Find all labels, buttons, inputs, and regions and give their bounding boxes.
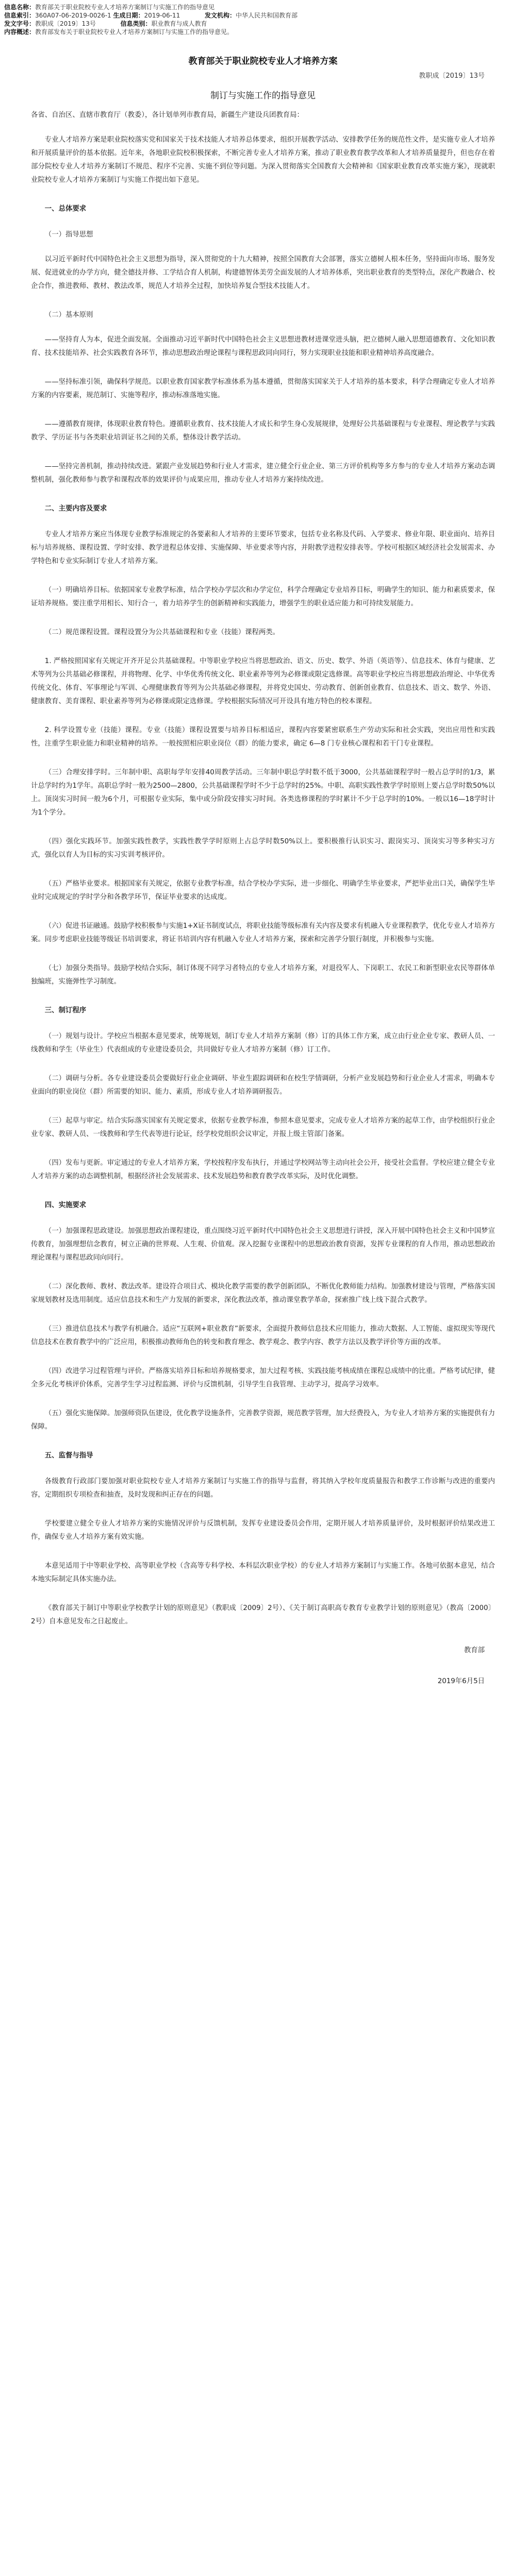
meta-index-value: 360A07-06-2019-0026-1	[35, 12, 111, 19]
section-heading-5: 五、监督与指导	[44, 1452, 93, 1460]
meta-org-value: 中华人民共和国教育部	[235, 12, 298, 19]
meta-summary-label: 内容概述：	[4, 28, 36, 36]
paragraph: 专业人才培养方案应当体现专业教学标准规定的各要素和人才培养的主要环节要求，包括专业名称及代码、入学要求、修业年限、职业面向、培养目标与培养规格、课程设置、学时安排、教学进程总体安排、实施保障、毕业要求等内容，并附教学进程安排表等。学校可根据区域经济社会发展需求、办学特色和专业实际制订专业人才培养方案。	[31, 531, 495, 565]
meta-docno-value: 教职成〔2019〕13号	[35, 20, 96, 27]
meta-row-index	[4, 11, 520, 20]
meta-date-label: 生成日期：	[113, 12, 144, 19]
meta-org-label: 发文机构：	[204, 12, 236, 19]
meta-row-docno	[4, 20, 520, 28]
section-heading-3: 三、制订程序	[44, 1007, 87, 1014]
paragraph: （三）起草与审定。结合实际落实国家有关规定要求，依据专业教学标准，参照本意见要求，完成专业人才培养方案的起草工作，由学校组织行业企业专家、教研人员、一线教师和学生代表等进行论证，经学校党组织会议审定，并报上级主管部门备案。	[31, 1117, 495, 1138]
paragraph: （四）强化实践环节。加强实践性教学，实践性教学学时原则上占总学时数50%以上。要积极推行认识实习、跟岗实习、顶岗实习等多种实习方式，强化以育人为目标的实习实训考核评价。	[31, 838, 495, 859]
closing-paragraph: 《教育部关于制订中等职业学校教学计划的原则意见》（教职成〔2009〕2号）、《关于制订高职高专教育专业教学计划的原则意见》（教高〔2000〕2号）自本意见发布之日起废止。	[31, 1604, 495, 1625]
section-heading-2: 二、主要内容及要求	[44, 505, 107, 513]
paragraph: （一）明确培养目标。依据国家专业教学标准，结合学校办学层次和办学定位，科学合理确定专业培养目标，明确学生的知识、能力和素质要求，保证培养规格。要注重学用相长、知行合一，着力培养学生的创新精神和实践能力，增强学生的职业适应能力和可持续发展能力。	[31, 586, 495, 607]
meta-index-label: 信息索引：	[4, 12, 36, 19]
issue-date: 2019年6月5日	[437, 1677, 485, 1685]
paragraph: （四）改进学习过程管理与评价。严格落实培养目标和培养规格要求，加大过程考核、实践技能考核成绩在课程总成绩中的比重。严格考试纪律，健全多元化考核评价体系，完善学生学习过程监测、评价与反馈机制，引导学生自我管理、主动学习，提高学习效率。	[31, 1367, 495, 1388]
meta-title-label: 信息名称：	[4, 4, 36, 11]
paragraph: （一）规划与设计。学校应当根据本意见要求，统筹规划，制订专业人才培养方案制（修）订的具体工作方案，成立由行业企业专家、教研人员、一线教师和学生（毕业生）代表组成的专业建设委员会，共同做好专业人才培养方案制（修）订工作。	[31, 1032, 495, 1054]
section-heading-1: 一、总体要求	[44, 205, 87, 213]
document-metadata	[4, 3, 520, 36]
meta-docno-label: 发文字号：	[4, 20, 36, 27]
section-heading-4: 四、实施要求	[44, 1201, 87, 1209]
document-title: 教育部关于职业院校专业人才培养方案	[188, 56, 338, 66]
document-body	[31, 52, 495, 2576]
paragraph: （三）合理安排学时。三年制中职、高职每学年安排40周教学活动。三年制中职总学时数不低于3000，公共基础课程学时一般占总学时的1/3，累计总学时约为1学年。高职总学时一般为2500—2800，公共基础课程学时不少于总学时的25%。中职、高职实践性教学学时原则上要占总学时数50%以上。顶岗实习时间一般为6个月，可根据专业实际，集中或分阶段安排实习时间。各类选修课程的学时累计不少于总学时的10%。一般以16—18学时计为1个学分。	[31, 769, 495, 817]
paragraph: （五）强化实施保障。加强师资队伍建设，优化教学设施条件，完善教学资源，规范教学管理，加大经费投入，为专业人才培养方案的实施提供有力保障。	[31, 1410, 495, 1431]
intro-section	[31, 133, 495, 187]
paragraph: 各级教育行政部门要加强对职业院校专业人才培养方案制订与实施工作的指导与监督，将其纳入学校年度质量报告和教学工作诊断与改进的重要内容，定期组织专项检查和抽查，及时发现和纠正存在的问题。	[31, 1478, 495, 1499]
paragraph: （四）发布与更新。审定通过的专业人才培养方案，学校按程序发布执行，并通过学校网站等主动向社会公开，接受社会监督。学校应建立健全专业人才培养方案的动态调整机制，根据经济社会发展需求、技术发展趋势和教育教学改革实际，及时优化调整。	[31, 1159, 495, 1180]
paragraph: （七）加强分类指导。鼓励学校结合实际，制订体现不同学习者特点的专业人才培养方案，对退役军人、下岗职工、农民工和新型职业农民等群体单独编班，实施弹性学习制度。	[31, 964, 495, 986]
principle-paragraph: ——坚持育人为本，促进全面发展。全面推动习近平新时代中国特色社会主义思想进教材进课堂进头脑，把立德树人融入思想道德教育、文化知识教育、技术技能培养、社会实践教育各环节，推动思想政治理论课程与课程思政同向同行，努力实现职业技能和职业精神培养高度融合。	[31, 336, 495, 357]
issuer-signature: 教育部	[464, 1647, 485, 1654]
paragraph: （二）深化教师、教材、教法改革。建设符合项目式、模块化教学需要的教学创新团队，不断优化教师能力结构。加强教材建设与管理，严格落实国家规划教材及选用制度。适应信息技术和生产力发展的新要求，深化教法改革，推动课堂教学革命，探索推广线上线下混合式教学。	[31, 1283, 495, 1304]
subsection-heading-principles: （二）基本原则	[44, 311, 93, 319]
paragraph: （一）加强课程思政建设。加强思想政治课程建设，重点围绕习近平新时代中国特色社会主义思想进行讲授，深入开展中国特色社会主义和中国梦宣传教育，加强理想信念教育，树立正确的世界观、人生观、价值观。深入挖掘专业课程中的思想政治教育资源，发挥专业课程的育人作用，推动思想政治理论课程与课程思政同向同行。	[31, 1227, 495, 1262]
meta-row-summary	[4, 28, 520, 36]
paragraph: （三）推进信息技术与教学有机融合。适应“互联网+职业教育”新要求，全面提升教师信息技术应用能力，推动大数据、人工智能、虚拟现实等现代信息技术在教育教学中的广泛应用，积极推动教师角色的转变和教育理念、教学观念、教学内容、教学方法以及教学评价等方面的改革。	[31, 1325, 495, 1346]
addressee: 各省、自治区、直辖市教育厅（教委），各计划单列市教育局，新疆生产建设兵团教育局：	[31, 111, 304, 119]
principle-paragraph: ——坚持标准引领，确保科学规范。以职业教育国家教学标准体系为基本遵循，贯彻落实国家关于人才培养的基本要求，科学合理确定专业人才培养方案的内容要素，规范制订、实施等程序，推动标准落地实施。	[31, 378, 495, 399]
meta-date-value: 2019-06-11	[144, 12, 180, 19]
meta-category-value: 职业教育与成人教育	[151, 20, 207, 27]
paragraph: 学校要建立健全专业人才培养方案的实施情况评价与反馈机制，发挥专业建设委员会作用，定期开展人才培养质量评价，及时根据评价结果改进工作，确保专业人才培养方案有效实施。	[31, 1520, 495, 1541]
meta-row-title	[4, 3, 520, 11]
principle-paragraph: ——遵循教育规律，体现职业教育特色。遵循职业教育、技术技能人才成长和学生身心发展规律，处理好公共基础课程与专业课程、理论教学与实践教学、学历证书与各类职业培训证书之间的关系，整体设计教学活动。	[31, 420, 495, 442]
document-subtitle: 制订与实施工作的指导意见	[210, 91, 316, 101]
paragraph: 本意见适用于中等职业学校、高等职业学校（含高等专科学校、本科层次职业学校）的专业人才培养方案制订与实施工作。各地可依据本意见，结合本地实际制定具体实施办法。	[31, 1562, 495, 1583]
paragraph: 2. 科学设置专业（技能）课程。专业（技能）课程设置要与培养目标相适应，课程内容要紧密联系生产劳动实际和社会实践，突出应用性和实践性，注重学生职业能力和职业精神的培养。一般按照相应职业岗位（群）的能力要求，确定 6—8 门专业核心课程和若干门专业课程。	[31, 726, 495, 748]
meta-title-value: 教育部关于职业院校专业人才培养方案制订与实施工作的指导意见	[35, 4, 215, 11]
paragraph: （二）规范课程设置。课程设置分为公共基础课程和专业（技能）课程两类。	[44, 629, 280, 636]
paragraph: （五）严格毕业要求。根据国家有关规定，依据专业教学标准，结合学校办学实际，进一步细化、明确学生毕业要求，严把毕业出口关，确保学生毕业时完成规定的学时学分和各教学环节，保证毕业要求的达成度。	[31, 880, 495, 901]
paragraph: （六）促进书证融通。鼓励学校积极参与实施1+X证书制度试点，将职业技能等级标准有关内容及要求有机融入专业课程教学，优化专业人才培养方案。同步考虑职业技能等级证书培训要求，将证书培训内容有机融入专业人才培养方案，探索和完善学分银行制度，并积极参与实施。	[31, 922, 495, 943]
meta-summary-value: 教育部发布关于职业院校专业人才培养方案制订与实施工作的指导意见。	[35, 28, 234, 36]
paragraph: 以习近平新时代中国特色社会主义思想为指导，深入贯彻党的十九大精神，按照全国教育大会部署，落实立德树人根本任务，坚持面向市场、服务发展、促进就业的办学方向，健全德技并修、工学结合育人机制，构建德智体美劳全面发展的人才培养体系，突出职业教育的类型特点，深化产教融合、校企合作，推进教师、教材、教法改革，规范人才培养全过程，加快培养复合型技术技能人才。	[31, 256, 495, 290]
paragraph: 1. 严格按照国家有关规定开齐开足公共基础课程。中等职业学校应当将思想政治、语文、历史、数学、外语（英语等）、信息技术、体育与健康、艺术等列为公共基础必修课程，并将物理、化学、中华优秀传统文化、职业素养等列为必修课或限定选修课。高等职业学校应当将思想政治理论、中华优秀传统文化、体育、军事理论与军训、心理健康教育等列为公共基础必修课程，并将党史国史、劳动教育、创新创业教育、信息技术、语文、数学、外语、健康教育、美育课程、职业素养等列为必修课或限定选修课。学校根据实际情况可开设具有地方特色的校本课程。	[31, 657, 495, 705]
subsection-heading-guiding: （一）指导思想	[44, 231, 93, 239]
paragraph: （二）调研与分析。各专业建设委员会要做好行业企业调研、毕业生跟踪调研和在校生学情调研，分析产业发展趋势和行业企业人才需求，明确本专业面向的职业岗位（群）所需要的知识、能力、素质，形成专业人才培养调研报告。	[31, 1075, 495, 1096]
document-number: 教职成〔2019〕13号	[419, 72, 485, 80]
intro-paragraph: 专业人才培养方案是职业院校落实党和国家关于技术技能人才培养总体要求，组织开展教学活动、安排教学任务的规范性文件，是实施专业人才培养和开展质量评价的基本依据。近年来，各地职业院校积极探索，不断完善专业人才培养方案，推动了职业教育教学改革和人才培养质量提升，但也存在着部分院校专业人才培养方案制订不规范、程序不完善、实施不到位等问题。为深入贯彻落实全国教育大会精神和《国家职业教育改革实施方案》，现就职业院校专业人才培养方案制订与实施工作提出如下意见。	[31, 136, 495, 184]
principle-paragraph: ——坚持完善机制，推动持续改进。紧跟产业发展趋势和行业人才需求，建立健全行业企业、第三方评价机构等多方参与的专业人才培养方案动态调整机制，强化教师参与教学和课程改革的效果评价与成果应用，推动专业人才培养方案持续改进。	[31, 463, 495, 484]
meta-category-label: 信息类别：	[120, 20, 152, 27]
